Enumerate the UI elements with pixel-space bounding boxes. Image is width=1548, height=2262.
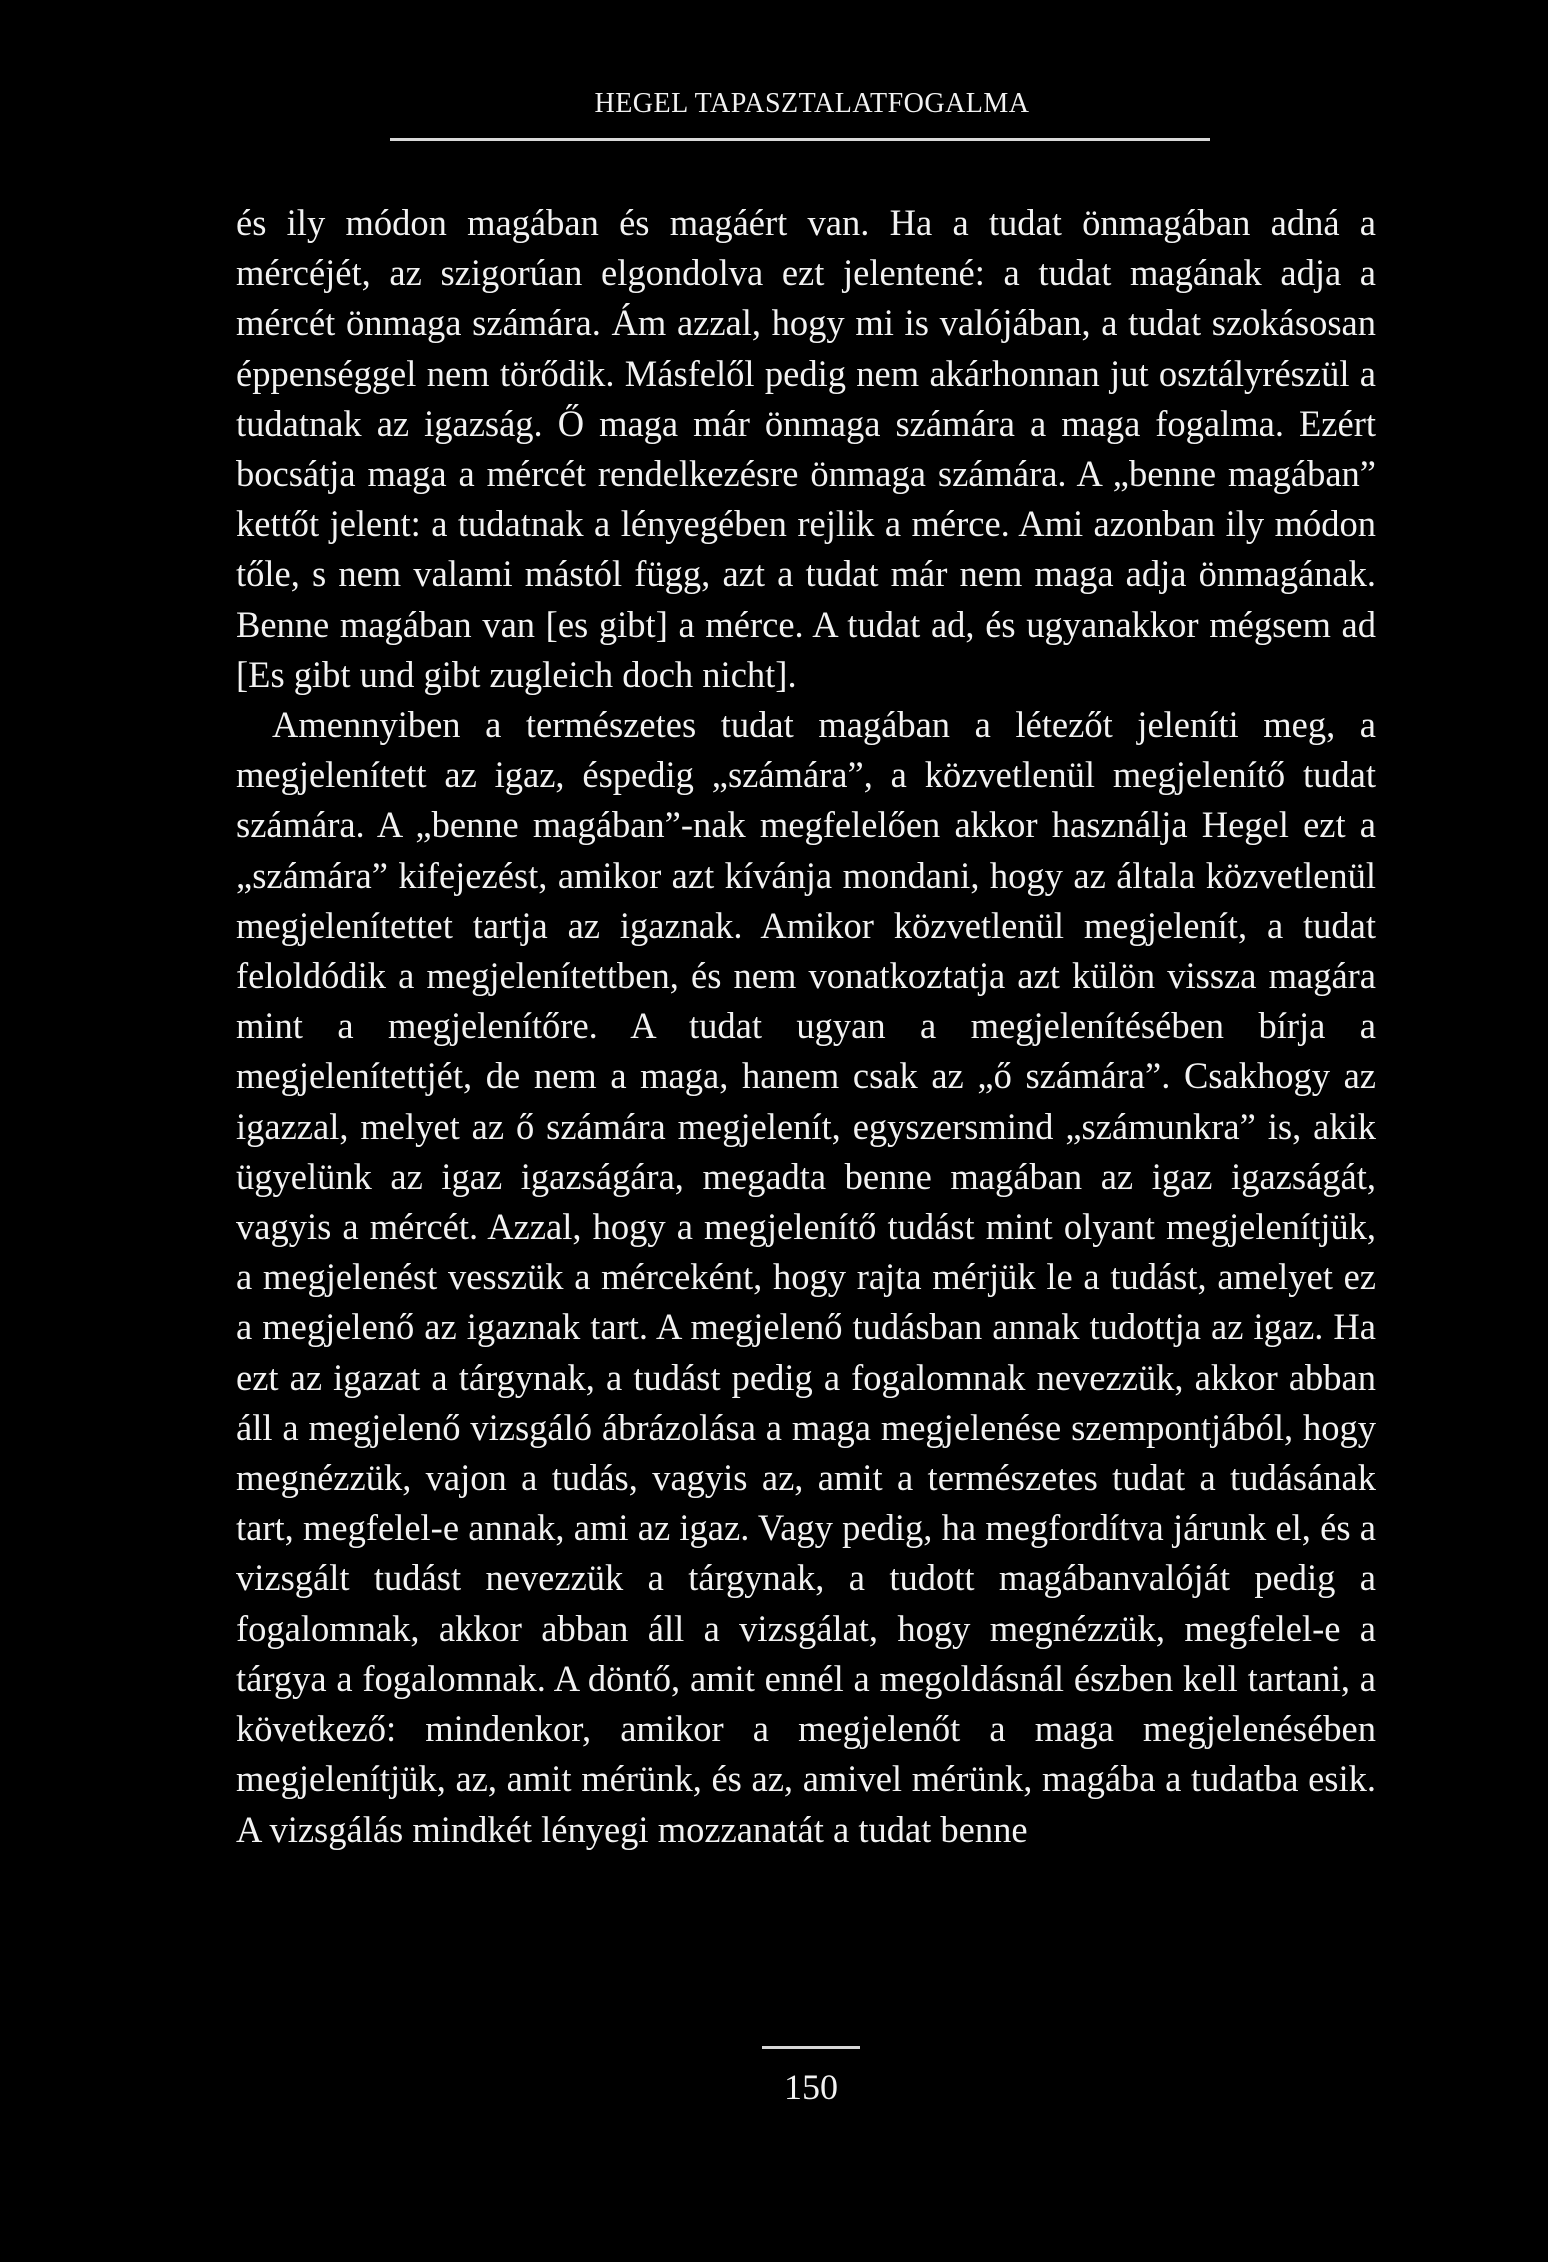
paragraph-2: Amennyiben a természetes tudat magában a létezőt jeleníti meg, a megjelenített az igaz, éspedig „számára”, a közvetlenül megjelenítő tudat számára. A „benne magában”-nak megfelelően akkor használja Hegel ezt a „számára” kifejezést, amikor azt kívánja mondani, hogy az általa közvetlenül megjelenítettet tartja az igaznak. Amikor közvetlenül megjelenít, a tudat feloldódik a megjelenítettben, és nem vonatkoztatja azt külön vissza magára mint a megjelenítőre. A tudat ugyan a megjelenítésében bírja a megjelenítettjét, de nem a maga, hanem csak az „ő számára”. Csakhogy az igazzal, melyet az ő számára megjelenít, egyszersmind „számunkra” is, akik ügyelünk az igaz igazságára, megadta benne magában az igaz igazságát, vagyis a mércét. Azzal, hogy a megjelenítő tudást mint olyant megjelenítjük, a megjelenést vesszük a mérceként, hogy rajta mérjük le a tudást, amelyet ez a megjelenő az igaznak tart. A megjelenő tudásban annak tudottja az igaz. Ha ezt az igazat a tárgynak, a tudást pedig a fogalomnak nevezzük, akkor abban áll a megjelenő vizsgáló ábrázolása a maga megjelenése szempontjából, hogy megnézzük, vajon a tudás, vagyis az, amit a természetes tudat a tudásának tart, megfelel-e annak, ami az igaz. Vagy pedig, ha megfordítva járunk el, és a vizsgált tudást nevezzük a tárgynak, a tudott magábanvalóját pedig a fogalomnak, akkor abban áll a vizsgálat, hogy megnézzük, megfelel-e a tárgya a fogalomnak. A döntő, amit ennél a megoldásnál észben kell tartani, a következő: mindenkor, amikor a megjelenőt a maga megjelenésében megjelenítjük, az, amit mérünk, és az, amivel mérünk, magába a tudatba esik. A vizsgálás mindkét lényegi mozzanatát a tudat benne xyxy=(236,704,1376,1850)
body-text xyxy=(236,198,1376,1855)
footer-divider xyxy=(762,2046,860,2049)
running-header: HEGEL TAPASZTALATFOGALMA xyxy=(594,88,1030,119)
paragraph-1: és ily módon magában és magáért van. Ha a tudat önmagában adná a mércéjét, az szigorúan elgondolva ezt jelentené: a tudat magának adja a mércét önmaga számára. Ám azzal, hogy mi is valójában, a tudat szokásosan éppenséggel nem törődik. Másfelől pedig nem akárhonnan jut osztályrészül a tudatnak az igazság. Ő maga már önmaga számára a maga fogalma. Ezért bocsátja maga a mércét rendelkezésre önmaga számára. A „benne magában” kettőt jelent: a tudatnak a lényegében rejlik a mérce. Ami azonban ily módon tőle, s nem valami mástól függ, azt a tudat már nem maga adja önmagának. Benne magában van [es gibt] a mérce. A tudat ad, és ugyanakkor mégsem ad [Es gibt und gibt zugleich doch nicht]. xyxy=(236,202,1376,695)
header-divider xyxy=(390,138,1210,141)
page-number: 150 xyxy=(784,2067,838,2107)
